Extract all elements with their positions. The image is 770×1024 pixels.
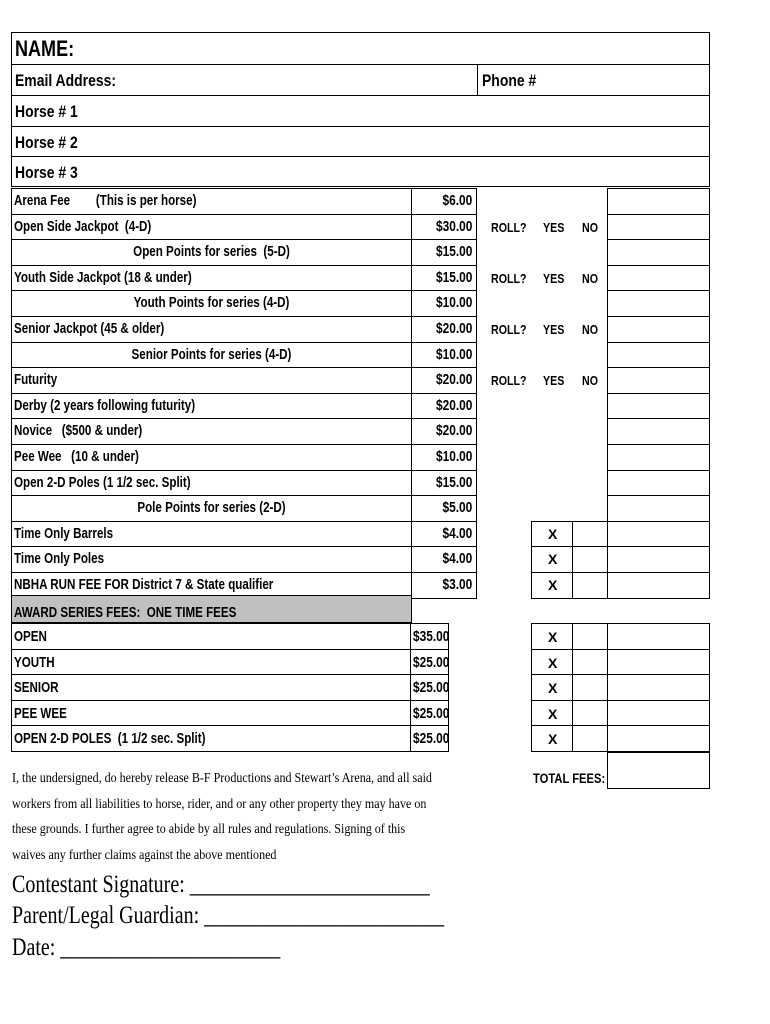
fee-label: Open 2-D Poles (1 1/2 sec. Split)	[14, 475, 191, 491]
fee-amount: $20.00	[435, 321, 472, 337]
fee-amount: $20.00	[435, 398, 472, 414]
fee-amount-cell	[411, 470, 477, 496]
fee-label-cell	[11, 521, 412, 547]
fee-label-cell	[11, 470, 412, 496]
fee-label: NBHA RUN FEE FOR District 7 & State qualifier	[14, 577, 274, 593]
award-amount-cell	[410, 649, 449, 675]
roll-no-label[interactable]: NO	[582, 322, 598, 337]
fee-label: Senior Points for series (4-D)	[131, 347, 292, 363]
fee-label-cell	[11, 214, 412, 240]
x-mark: X	[548, 629, 558, 645]
fee-amount: $4.00	[442, 551, 472, 567]
fee-label: Time Only Barrels	[14, 526, 114, 542]
fee-amount: $15.00	[435, 475, 472, 491]
roll-roll-label: ROLL?	[491, 322, 527, 337]
x-mark: X	[548, 577, 558, 593]
fee-label: Pole Points for series (2-D)	[137, 500, 286, 516]
fee-label-cell	[11, 188, 412, 215]
contestant-signature-line[interactable]: Contestant Signature: ________________________	[12, 871, 430, 898]
fee-label: Open Points for series (5-D)	[133, 244, 290, 260]
fee-label-cell	[11, 444, 412, 471]
fee-amount: $30.00	[435, 219, 472, 235]
award-entry-box[interactable]	[607, 700, 710, 726]
fee-entry-box[interactable]	[607, 265, 710, 291]
fee-amount: $20.00	[435, 423, 472, 439]
fee-amount: $3.00	[442, 577, 472, 593]
award-amount: $25.00	[413, 680, 450, 696]
fee-label: Arena Fee (This is per horse)	[14, 193, 197, 209]
award-amount-cell	[410, 725, 449, 752]
guardian-signature-line[interactable]: Parent/Legal Guardian: ________________________	[12, 902, 445, 929]
award-label: YOUTH	[14, 655, 55, 671]
x-cell	[531, 572, 573, 599]
fee-amount: $15.00	[435, 270, 472, 286]
x-cell	[531, 700, 573, 726]
award-entry-box[interactable]	[607, 623, 710, 650]
fee-amount-cell	[411, 316, 477, 343]
fee-amount: $4.00	[442, 526, 472, 542]
x-checkbox[interactable]	[572, 572, 608, 599]
horse-3-row[interactable]	[11, 156, 710, 187]
award-label-cell	[11, 725, 411, 752]
roll-yes-label[interactable]: YES	[543, 271, 565, 286]
fee-amount-cell	[411, 546, 477, 573]
fee-amount-cell	[411, 418, 477, 445]
horse-3-label: Horse # 3	[15, 163, 78, 182]
x-cell	[531, 623, 573, 650]
fee-label-cell	[11, 239, 412, 266]
fee-entry-box[interactable]	[607, 572, 710, 599]
release-statement	[12, 766, 432, 868]
x-mark: X	[548, 551, 558, 567]
fee-amount: $10.00	[435, 295, 472, 311]
fee-amount: $20.00	[435, 372, 472, 388]
fee-label-cell	[11, 290, 412, 317]
fee-entry-box[interactable]	[607, 418, 710, 445]
x-cell	[531, 546, 573, 573]
x-checkbox[interactable]	[572, 700, 608, 726]
fee-amount-cell	[411, 572, 477, 599]
fee-entry-box[interactable]	[607, 495, 710, 522]
date-line[interactable]: Date: ______________________	[12, 934, 281, 961]
fee-amount: $5.00	[442, 500, 472, 516]
award-label-cell	[11, 700, 411, 726]
fee-label: Derby (2 years following futurity)	[14, 398, 196, 414]
fee-label: Time Only Poles	[14, 551, 105, 567]
fee-amount-cell	[411, 444, 477, 471]
x-checkbox[interactable]	[572, 546, 608, 573]
fee-label: Senior Jackpot (45 & older)	[14, 321, 165, 337]
fee-amount-cell	[411, 239, 477, 266]
horse-1-label: Horse # 1	[15, 102, 78, 121]
fee-entry-box[interactable]	[607, 239, 710, 266]
fee-amount-cell	[411, 290, 477, 317]
fee-label: Youth Points for series (4-D)	[133, 295, 290, 311]
release-line: workers from all liabilities to horse, rider, and or any other property they may have on	[12, 796, 427, 812]
phone-label: Phone #	[482, 71, 537, 90]
fee-label: Novice ($500 & under)	[14, 423, 143, 439]
fee-amount-cell	[411, 521, 477, 547]
fee-entry-box[interactable]	[607, 290, 710, 317]
roll-yes-label[interactable]: YES	[543, 322, 565, 337]
x-checkbox[interactable]	[572, 674, 608, 701]
fee-amount: $15.00	[435, 244, 472, 260]
award-amount: $35.00	[413, 629, 450, 645]
x-mark: X	[548, 655, 558, 671]
fee-label-cell	[11, 316, 412, 343]
roll-roll-label: ROLL?	[491, 373, 527, 388]
release-line: waives any further claims against the above mentioned	[12, 847, 277, 863]
x-cell	[531, 674, 573, 701]
award-label: OPEN	[14, 629, 47, 645]
fee-amount-cell	[411, 214, 477, 240]
fee-amount-cell	[411, 367, 477, 394]
fee-amount: $10.00	[435, 449, 472, 465]
fee-label: Open Side Jackpot (4-D)	[14, 219, 152, 235]
release-line: I, the undersigned, do hereby release B-F Productions and Stewart’s Arena, and all said	[12, 771, 432, 786]
award-amount-cell	[410, 623, 449, 650]
fee-entry-box[interactable]	[607, 444, 710, 471]
x-checkbox[interactable]	[572, 725, 608, 752]
fee-entry-box[interactable]	[607, 393, 710, 419]
fee-entry-box[interactable]	[607, 188, 710, 215]
fee-label: Futurity	[14, 372, 58, 388]
award-label: SENIOR	[14, 680, 59, 696]
award-label-cell	[11, 674, 411, 701]
fee-entry-box[interactable]	[607, 546, 710, 573]
fee-entry-box[interactable]	[607, 342, 710, 368]
award-series-header	[11, 595, 412, 623]
roll-roll-label: ROLL?	[491, 220, 527, 235]
email-label: Email Address:	[15, 71, 116, 90]
fee-amount-cell	[411, 342, 477, 368]
roll-yes-label[interactable]: YES	[543, 373, 565, 388]
fee-label-cell	[11, 367, 412, 394]
name-row[interactable]	[11, 32, 710, 64]
fee-amount-cell	[411, 495, 477, 522]
horse-1-row[interactable]	[11, 95, 710, 126]
fee-entry-box[interactable]	[607, 214, 710, 240]
roll-yes-label[interactable]: YES	[543, 220, 565, 235]
fee-label: Youth Side Jackpot (18 & under)	[14, 270, 192, 286]
release-line: these grounds. I further agree to abide by all rules and regulations. Signing of this	[12, 822, 406, 837]
award-label-cell	[11, 623, 411, 650]
award-amount: $25.00	[413, 706, 450, 722]
roll-no-label[interactable]: NO	[582, 220, 598, 235]
roll-roll-label: ROLL?	[491, 271, 527, 286]
x-mark: X	[548, 731, 558, 747]
award-amount-cell	[410, 674, 449, 701]
fee-amount-cell	[411, 393, 477, 419]
fee-label-cell	[11, 265, 412, 291]
award-amount: $25.00	[413, 655, 450, 671]
horse-2-row[interactable]	[11, 126, 710, 156]
fee-amount-cell	[411, 265, 477, 291]
x-mark: X	[548, 526, 558, 542]
x-cell	[531, 521, 573, 547]
award-series-title: AWARD SERIES FEES: ONE TIME FEES	[14, 605, 237, 621]
x-mark: X	[548, 706, 558, 722]
fee-amount-cell	[411, 188, 477, 215]
fee-label-cell	[11, 495, 412, 522]
email-phone-row[interactable]	[11, 64, 710, 95]
roll-no-label[interactable]: NO	[582, 271, 598, 286]
x-cell	[531, 649, 573, 675]
x-cell	[531, 725, 573, 752]
award-label: OPEN 2-D POLES (1 1/2 sec. Split)	[14, 731, 206, 747]
total-fees-label: TOTAL FEES:	[533, 770, 606, 786]
fee-entry-box[interactable]	[607, 470, 710, 496]
fee-amount: $6.00	[442, 193, 472, 209]
x-mark: X	[548, 680, 558, 696]
horse-2-label: Horse # 2	[15, 133, 78, 152]
total-fees-box[interactable]	[607, 752, 710, 789]
fee-label-cell	[11, 418, 412, 445]
fee-entry-box[interactable]	[607, 521, 710, 547]
award-entry-box[interactable]	[607, 649, 710, 675]
x-checkbox[interactable]	[572, 521, 608, 547]
fee-amount: $10.00	[435, 347, 472, 363]
phone-divider	[477, 65, 478, 95]
award-amount-cell	[410, 700, 449, 726]
award-label-cell	[11, 649, 411, 675]
fee-entry-box[interactable]	[607, 316, 710, 343]
award-label: PEE WEE	[14, 706, 67, 722]
roll-no-label[interactable]: NO	[582, 373, 598, 388]
fee-entry-box[interactable]	[607, 367, 710, 394]
award-amount: $25.00	[413, 731, 450, 747]
fee-label-cell	[11, 393, 412, 419]
fee-label: Pee Wee (10 & under)	[14, 449, 139, 465]
fee-label-cell	[11, 546, 412, 573]
fee-label-cell	[11, 342, 412, 368]
award-entry-box[interactable]	[607, 674, 710, 701]
x-checkbox[interactable]	[572, 649, 608, 675]
x-checkbox[interactable]	[572, 623, 608, 650]
award-entry-box[interactable]	[607, 725, 710, 752]
name-label: NAME:	[15, 36, 75, 61]
